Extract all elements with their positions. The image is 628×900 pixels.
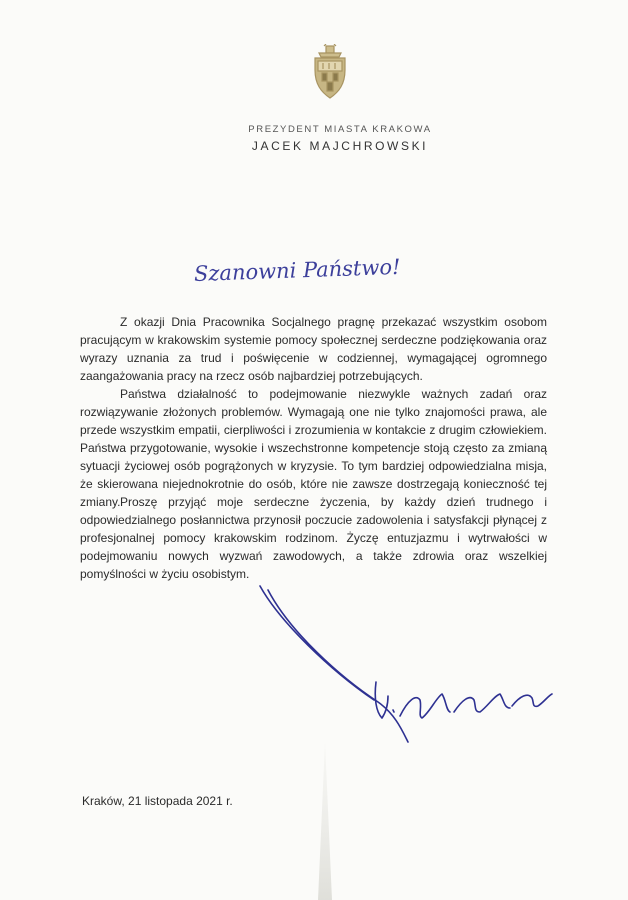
body-paragraph-1: Z okazji Dnia Pracownika Socjalnego pragnę przekazać wszystkim osobom pracującym w krakowskim systemie pomocy społecznej serdeczne podziękowania oraz wyrazy uznania za trud i poświęcenie w codziennej, wymagającej ogromnego zaangażowania pracy na rzecz osób najbardziej potrzebujących. xyxy=(80,315,547,383)
letterhead-title: PREZYDENT MIASTA KRAKOWA xyxy=(248,124,432,135)
letterhead-name: JACEK MAJCHROWSKI xyxy=(251,139,429,153)
body-paragraph-3: Proszę przyjąć moje serdeczne życzenia, by każdy dzień trudnego i odpowiedzialnego posłannictwa przynosił poczucie zadowolenia i satysfakcji płynącej z profesjonalnej pomocy krakowskim rodzinom. Życzę entuzjazmu i wytrwałości w podejmowaniu nowych wyzwań zawodowych, a także zdrowia oraz wszelkiej pomyślności w życiu osobistym. xyxy=(80,495,547,581)
salutation: Szanowni Państwo! xyxy=(193,254,401,286)
spire-watermark xyxy=(300,742,350,900)
body-paragraph-2: Państwa działalność to podejmowanie niezwykle ważnych zadań oraz rozwiązywanie złożonych problemów. Wymagają one nie tylko znajomości prawa, ale przede wszystkim empatii, cierpliwości i zrozumienia w kontakcie z drugim człowiekiem. Państwa przygotowanie, wysokie i wszechstronne kompetencje stoją często za zmianą sytuacji życiowej osób pogrążonych w kryzysie. To tym bardziej odpowiedzialna misja, że skierowana niejednokrotnie do osób, które nie zawsze dostrzegają konieczność tej zmiany. xyxy=(80,387,547,509)
handwritten-signature xyxy=(250,582,560,752)
krakow-crest-icon xyxy=(309,44,351,100)
date-line: Kraków, 21 listopada 2021 r. xyxy=(82,794,233,808)
